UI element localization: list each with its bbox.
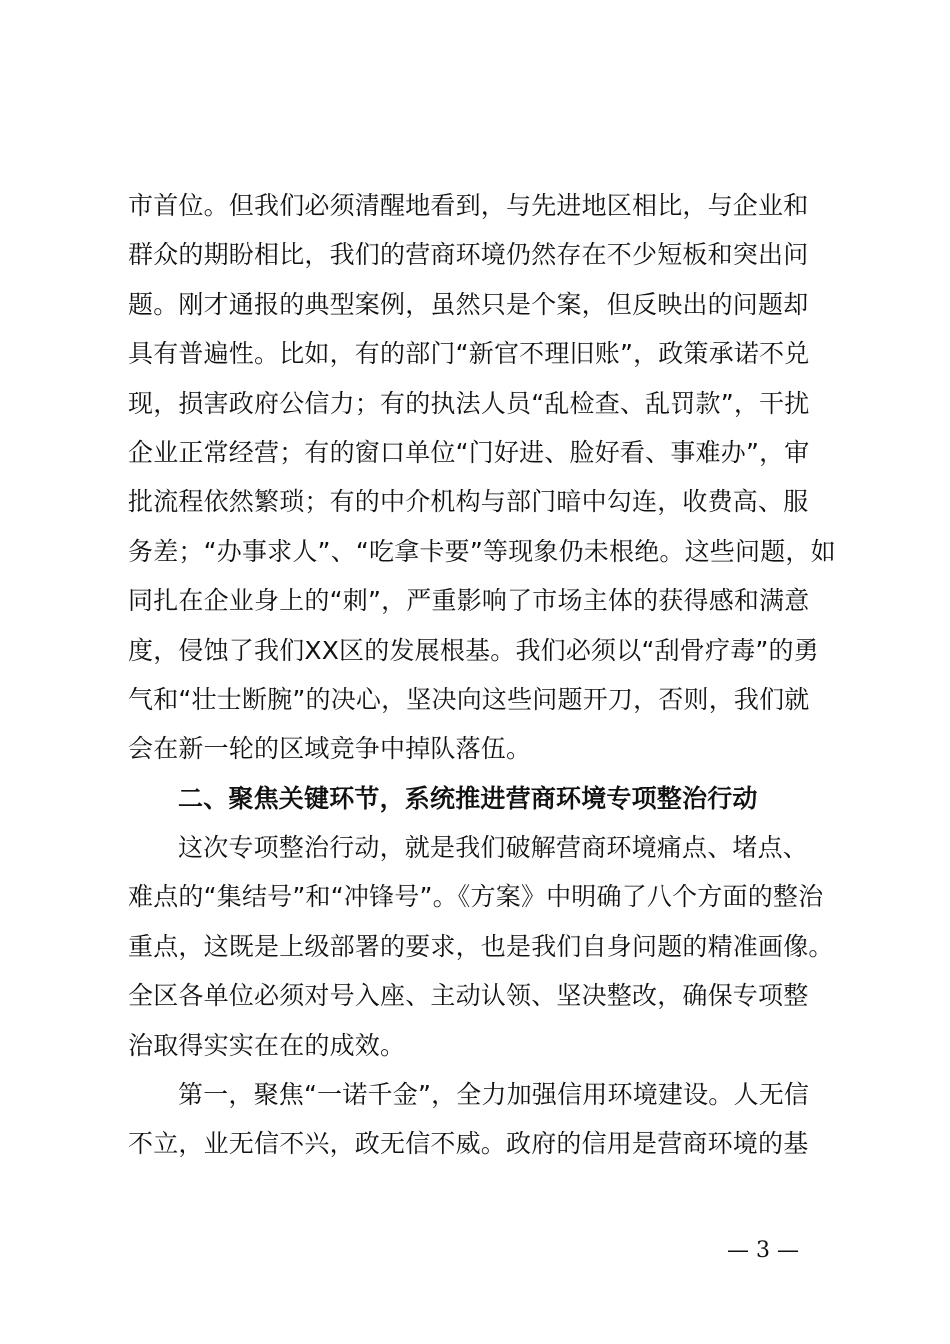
text-line: 重点，这既是上级部署的要求，也是我们自身问题的精准画像。 bbox=[128, 931, 834, 961]
text-line: 这次专项整治行动，就是我们破解营商环境痛点、堵点、 bbox=[178, 833, 809, 863]
text-line: 会在新一轮的区域竞争中掉队落伍。 bbox=[128, 734, 532, 764]
text-line: 题。刚才通报的典型案例，虽然只是个案，但反映出的问题却 bbox=[128, 289, 809, 319]
text-line: 难点的“集结号”和“冲锋号”。《方案》中明确了八个方面的整治 bbox=[128, 882, 824, 912]
text-line: 同扎在企业身上的“刺”，严重影响了市场主体的获得感和满意 bbox=[128, 586, 810, 616]
text-line: 度，侵蚀了我们XX区的发展根基。我们必须以“刮骨疗毒”的勇 bbox=[128, 635, 819, 665]
text-line: 现，损害政府公信力；有的执法人员“乱检查、乱罚款”，干扰 bbox=[128, 388, 810, 418]
text-line: 批流程依然繁琐；有的中介机构与部门暗中勾连，收费高、服 bbox=[128, 487, 809, 517]
text-line: 群众的期盼相比，我们的营商环境仍然存在不少短板和突出问 bbox=[128, 240, 809, 270]
page-number: — 3 — bbox=[727, 1238, 799, 1263]
text-line: 市首位。但我们必须清醒地看到，与先进地区相比，与企业和 bbox=[128, 191, 809, 220]
text-line: 企业正常经营；有的窗口单位“门好进、脸好看、事难办”，审 bbox=[128, 437, 810, 467]
body-paragraph-continued bbox=[128, 181, 836, 1169]
text-line: 气和“壮士断腕”的决心，坚决向这些问题开刀，否则，我们就 bbox=[128, 684, 810, 714]
text-line: 治取得实实在在的成效。 bbox=[128, 1030, 406, 1060]
text-line: 第一，聚焦“一诺千金”，全力加强信用环境建设。人无信 bbox=[178, 1080, 810, 1110]
text-line: 具有普遍性。比如，有的部门“新官不理旧账”，政策承诺不兑 bbox=[128, 339, 810, 369]
text-line: 不立，业无信不兴，政无信不威。政府的信用是营商环境的基 bbox=[128, 1129, 809, 1159]
section-heading: 二、聚焦关键环节，系统推进营商环境专项整治行动 bbox=[178, 783, 758, 813]
text-line: 务差；“办事求人”、“吃拿卡要”等现象仍未根绝。这些问题，如 bbox=[128, 536, 836, 566]
text-line: 全区各单位必须对号入座、主动认领、坚决整改，确保专项整 bbox=[128, 981, 809, 1011]
